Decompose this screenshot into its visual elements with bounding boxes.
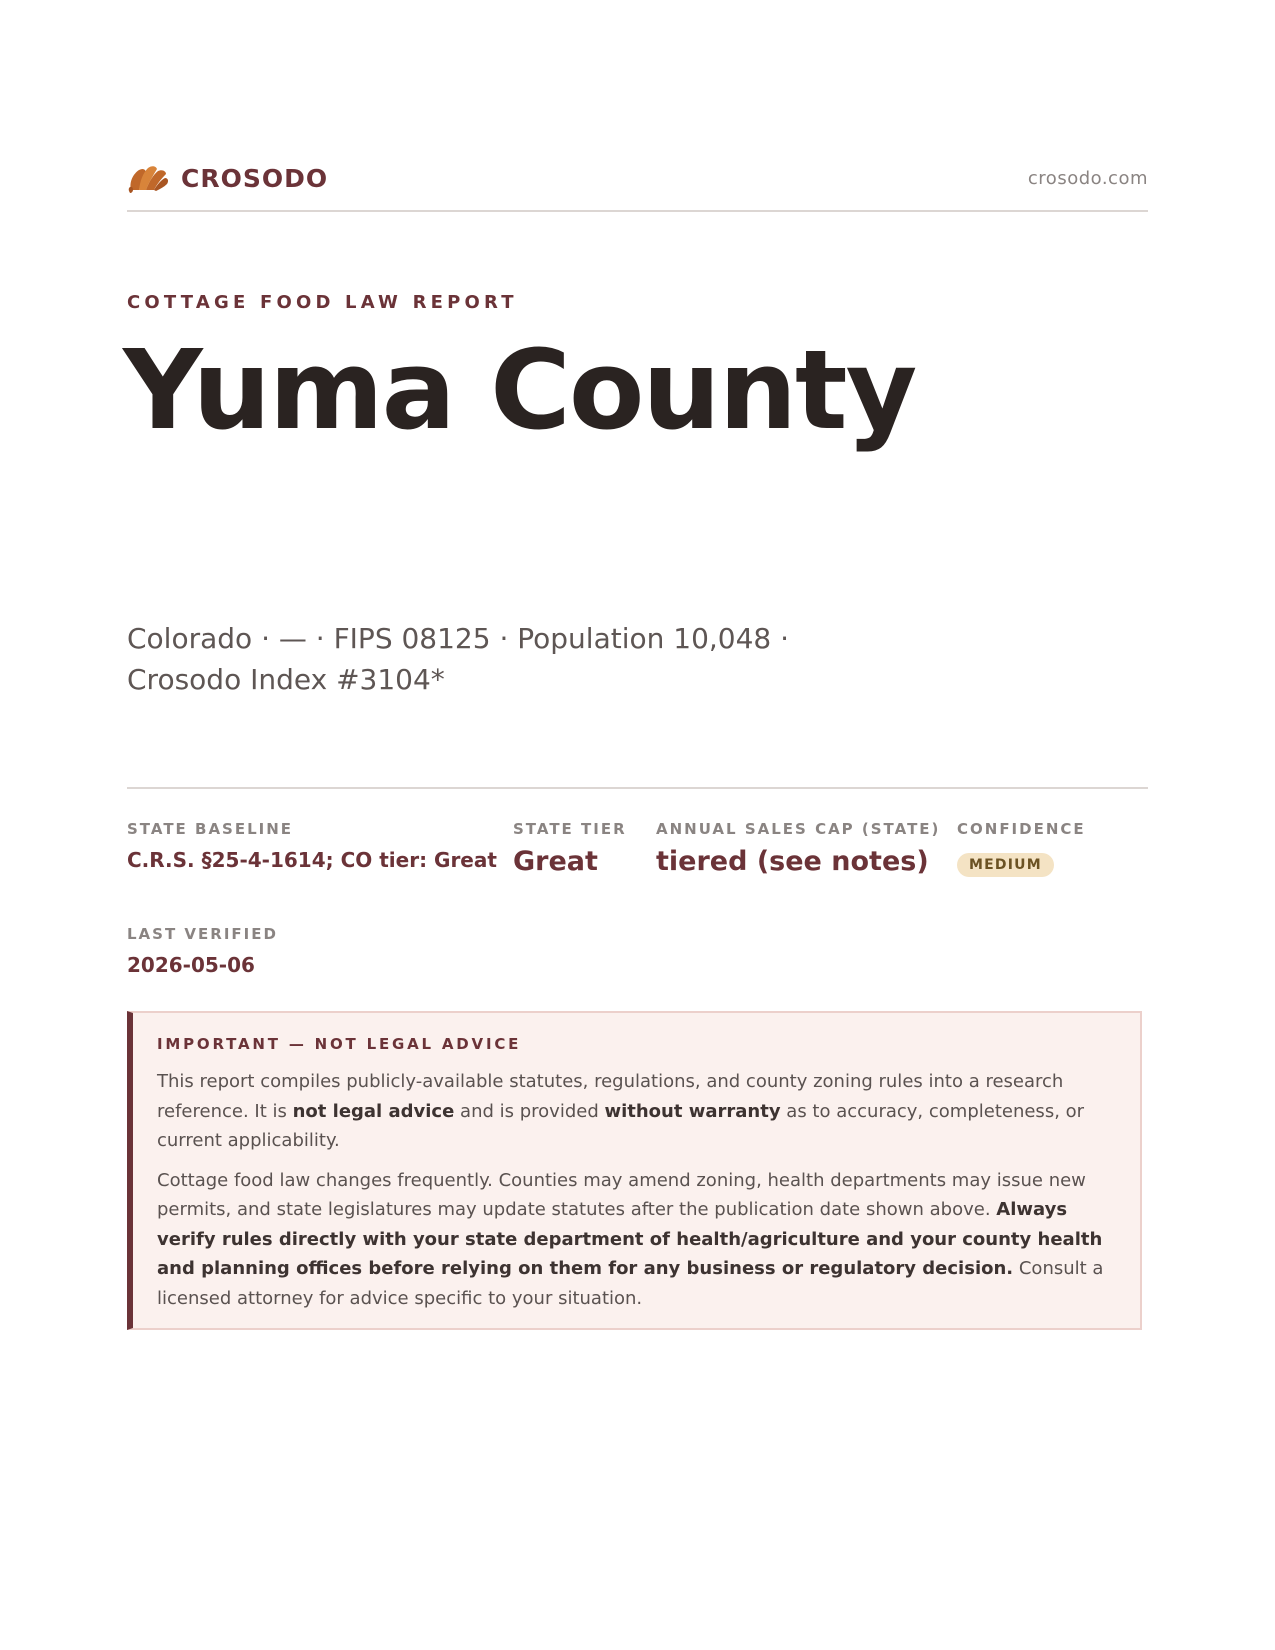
stat-last-verified [127,925,278,977]
notice-text: This report compiles publicly-available statutes, regulations, and county zoning rules into a research reference. It is [157,1071,1064,1122]
notice-emphasis: Always verify rules directly with your state department of health/agriculture and your county health and planning offices before relying on them for any business or regulatory decision. [157,1199,1103,1279]
site-url-link[interactable]: crosodo.com [1027,168,1148,189]
stat-label: STATE BASELINE [127,820,294,838]
brand[interactable] [127,160,328,196]
stat-value: 2026-05-06 [127,953,255,977]
notice-title: IMPORTANT — NOT LEGAL ADVICE [157,1035,522,1053]
page-title: Yuma County [123,326,916,454]
stat-label: STATE TIER [513,820,627,838]
stat-state-baseline [127,820,497,872]
stat-state-tier [513,820,627,877]
page-header [127,158,1148,212]
stat-value: tiered (see notes) [656,846,929,877]
stat-label: CONFIDENCE [957,820,1086,838]
brand-name: CROSODO [181,163,329,193]
stat-value: C.R.S. §25-4-1614; CO tier: Great [127,848,497,872]
notice-text: Consult a licensed attorney for advice specific to your situation. [157,1258,1104,1309]
stat-label: LAST VERIFIED [127,925,278,943]
notice-text: Cottage food law changes frequently. Counties may amend zoning, health departments may issue new permits, and state legislatures may update statutes after the publication date shown above. [157,1169,1086,1220]
notice-emphasis: not legal advice [292,1100,455,1122]
stat-confidence [957,820,1086,877]
notice-text: and is provided [454,1100,605,1122]
legal-notice [127,1011,1142,1330]
stat-annual-sales-cap [656,820,940,877]
stat-label: ANNUAL SALES CAP (STATE) [656,820,941,838]
confidence-badge: MEDIUM [957,853,1054,877]
croissant-icon [127,160,169,196]
notice-paragraph [157,1067,1117,1156]
section-divider [127,787,1148,789]
notice-emphasis: without warranty [604,1100,781,1122]
county-meta-line: Colorado · — · FIPS 08125 · Population 10,048 · Crosodo Index #3104* [127,622,790,696]
notice-paragraph [157,1166,1117,1314]
notice-text: as to accuracy, completeness, or current applicability. [157,1100,1085,1151]
report-eyebrow: COTTAGE FOOD LAW REPORT [127,292,518,313]
stat-value: Great [513,846,598,877]
